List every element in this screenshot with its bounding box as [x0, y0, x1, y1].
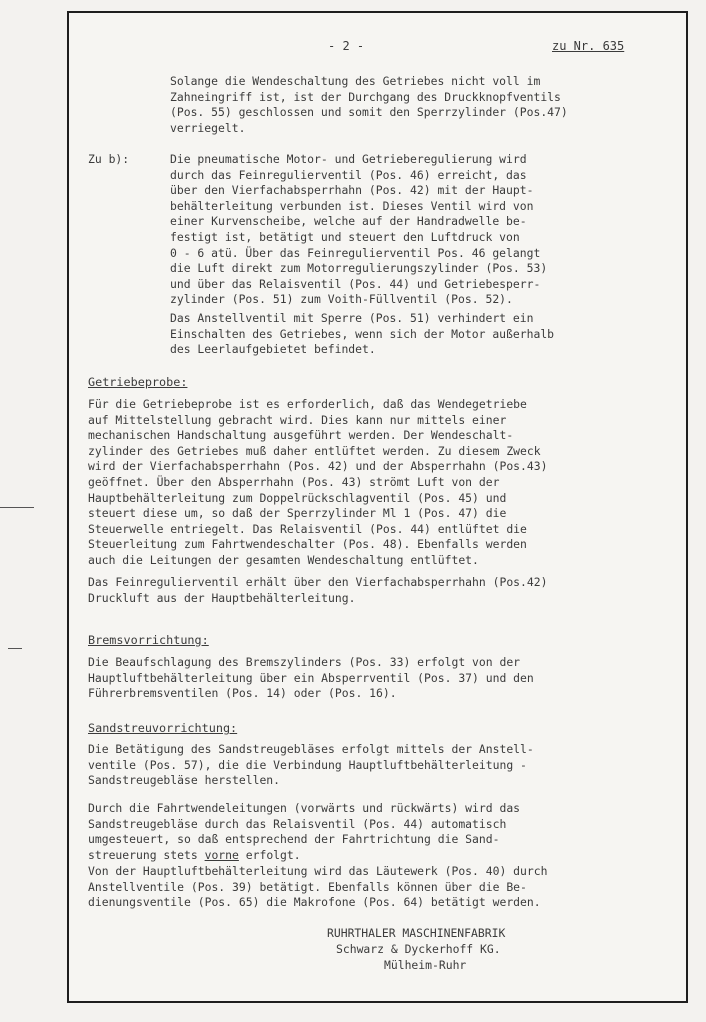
- signature-company: RUHRTHALER MASCHINENFABRIK: [327, 926, 506, 940]
- scan-margin-mark: [8, 648, 22, 649]
- paragraph-fahrtwendeleitungen: [88, 801, 520, 863]
- page-number: - 2 -: [328, 39, 365, 53]
- heading-bremsvorrichtung: Bremsvorrichtung:: [88, 633, 209, 647]
- heading-getriebeprobe: Getriebeprobe:: [88, 375, 188, 389]
- signature-city: Mülheim-Ruhr: [384, 958, 467, 972]
- signature-owners: Schwarz & Dyckerhoff KG.: [336, 942, 501, 956]
- paragraph-text-end: erfolgt.: [238, 847, 301, 862]
- paragraph-bremszylinder: Die Beaufschlagung des Bremszylinders (Pos. 33) erfolgt von der Hauptluftbehälterleitung über ein Absperrventil (Pos. 37) und den Führerbremsventilen (Pos. 14) oder (Pos. 16).: [88, 655, 534, 701]
- heading-sandstreuvorrichtung: Sandstreuvorrichtung:: [88, 721, 238, 735]
- paragraph-laeutewerk: Von der Hauptluftbehälterleitung wird das Läutewerk (Pos. 40) durch Anstellventile (Pos. 39) betätigt. Ebenfalls können über die Be- dienungsventile (Pos. 65) die Makrofone (Pos. 64) betätigt werden.: [88, 864, 548, 910]
- paragraph-anstellventil: Das Anstellventil mit Sperre (Pos. 51) verhindert ein Einschalten des Getriebes, wenn sich der Motor außerhalb des Leerlaufgebietet befindet.: [170, 311, 555, 357]
- paragraph-getriebeprobe: Für die Getriebeprobe ist es erforderlich, daß das Wendegetriebe auf Mittelstellung gebracht wird. Dies kann nur mittels einer mechanischen Handschaltung ausgeführt werden. Der Wendeschalt- zylinder des Getriebes muß daher entlüftet werden. Zu diesem Zweck wird der Vierfachabsperrhahn (Pos. 42) und der Absperrhahn (Pos.43) geöffnet. Über den Absperrhahn (Pos. 43) strömt Luft von der Hauptbehälterleitung zum Doppelrückschlagventil (Pos. 45) und steuert diese um, so daß der Sperrzylinder Ml 1 (Pos. 47) die Steuerwelle entriegelt. Das Relaisventil (Pos. 44) entlüftet die Steuerleitung zum Fahrtwendeschalter (Pos. 48). Ebenfalls werden auch die Leitungen der gesamten Wendeschaltung entlüftet.: [88, 397, 548, 567]
- paragraph-motor-regulierung: Die pneumatische Motor- und Getrieberegulierung wird durch das Feinregulierventil (Pos. 46) erreicht, das über den Vierfachabsperrhahn (Pos. 42) mit der Haupt- behälterleitung verbunden ist. Dieses Ventil wird von einer Kurvenscheibe, welche auf der Handradwelle be- festigt ist, betätigt und steuert den Luftdruck von 0 - 6 atü. Über das Feinregulierventil Pos. 46 gelangt die Luft direkt zum Motorregulierungszylinder (Pos. 53) und über das Relaisventil (Pos. 44) und Getriebesperr- zylinder (Pos. 51) zum Voith-Füllventil (Pos. 52).: [170, 152, 548, 307]
- scan-margin-mark: [0, 507, 34, 508]
- paragraph-sandstreugeblaese: Die Betätigung des Sandstreugebläses erfolgt mittels der Anstell- ventile (Pos. 57), die die Verbindung Hauptluftbehälterleitung - Sandstreugebläse herstellen.: [88, 742, 534, 788]
- paragraph-wendeschaltung: Solange die Wendeschaltung des Getriebes nicht voll im Zahneingriff ist, ist der Durchgang des Druckknopfventils (Pos. 55) geschlossen und somit den Sperrzylinder (Pos.47) verriegelt.: [170, 74, 568, 135]
- underlined-word-vorne: vorne: [204, 847, 239, 862]
- section-label-zu-b: Zu b):: [88, 152, 130, 166]
- paragraph-feinregulierventil: Das Feinregulierventil erhält über den Vierfachabsperrhahn (Pos.42) Druckluft aus der Hauptbehälterleitung.: [88, 575, 548, 605]
- paragraph-text: Durch die Fahrtwendeleitungen (vorwärts und rückwärts) wird das Sandstreugebläse durch das Relaisventil (Pos. 44) automatisch umgesteuert, so daß entsprechend der Fahrtrichtung die Sand- streuerung stets: [88, 801, 521, 862]
- document-reference: zu Nr. 635: [552, 39, 625, 53]
